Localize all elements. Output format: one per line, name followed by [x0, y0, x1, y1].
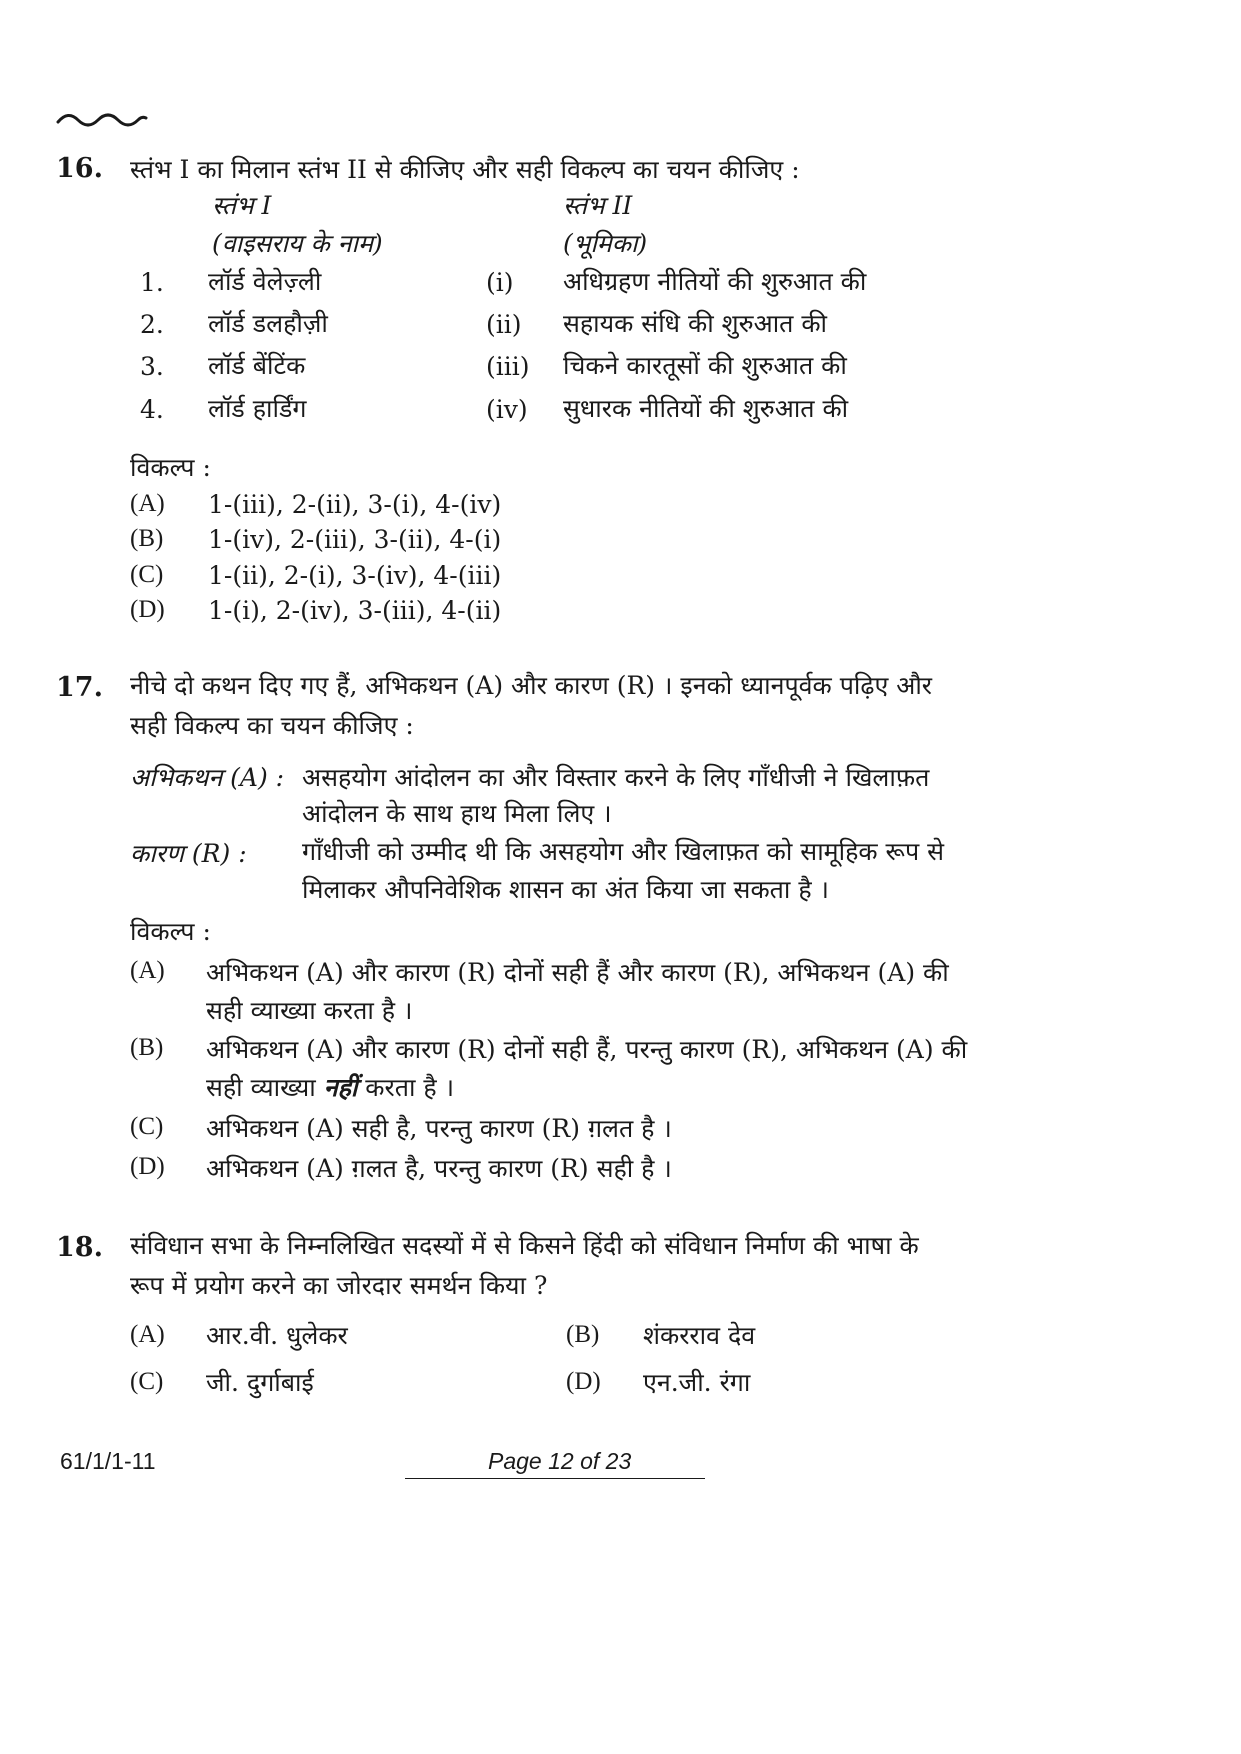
option-text: अभिकथन (A) और कारण (R) दोनों सही हैं, परन्तु कारण (R), अभिकथन (A) की: [206, 1035, 968, 1064]
question-prompt: नीचे दो कथन दिए गए हैं, अभिकथन (A) और कारण (R) । इनको ध्यानपूर्वक पढ़िए और: [130, 671, 933, 700]
row-number: 3.: [140, 352, 164, 381]
assertion-label: अभिकथन (A) :: [130, 763, 285, 792]
role-numeral: (i): [486, 268, 514, 297]
viceroy-name: लॉर्ड बेंटिंक: [208, 351, 306, 380]
option-letter: (A): [130, 957, 165, 984]
column-heading: स्तंभ II: [563, 191, 633, 220]
viceroy-name: लॉर्ड वेलेज़्ली: [208, 267, 322, 296]
role-text: अधिग्रहण नीतियों की शुरुआत की: [563, 267, 867, 296]
option-text: शंकरराव देव: [643, 1321, 756, 1350]
question-prompt: स्तंभ I का मिलान स्तंभ II से कीजिए और सही विकल्प का चयन कीजिए :: [130, 155, 800, 184]
paper-code: 61/1/1-11: [60, 1448, 156, 1474]
viceroy-name: लॉर्ड डलहौज़ी: [208, 309, 328, 338]
option-letter: (B): [566, 1321, 600, 1348]
row-number: 1.: [140, 268, 164, 297]
role-text: चिकने कारतूसों की शुरुआत की: [563, 351, 847, 380]
option-text: जी. दुर्गाबाई: [206, 1368, 314, 1397]
option-text: एन.जी. रंगा: [643, 1368, 751, 1397]
option-text: [206, 1070, 454, 1104]
question-number: 18.: [56, 1232, 103, 1263]
option-text-part: करता है ।: [365, 1073, 455, 1102]
row-number: 2.: [140, 310, 164, 339]
option-letter: (D): [566, 1368, 601, 1395]
column-subheading: (वाइसराय के नाम): [212, 229, 383, 258]
question-prompt: संविधान सभा के निम्नलिखित सदस्यों में से किसने हिंदी को संविधान निर्माण की भाषा के: [130, 1231, 919, 1260]
option-letter: (A): [130, 1321, 165, 1348]
option-text: 1-(ii), 2-(i), 3-(iv), 4-(iii): [208, 561, 502, 590]
question-prompt: रूप में प्रयोग करने का जोरदार समर्थन किया ?: [130, 1271, 548, 1300]
option-text: 1-(i), 2-(iv), 3-(iii), 4-(ii): [208, 596, 502, 625]
role-numeral: (iv): [486, 395, 528, 424]
option-text: अभिकथन (A) और कारण (R) दोनों सही हैं और कारण (R), अभिकथन (A) की: [206, 958, 949, 987]
role-text: सहायक संधि की शुरुआत की: [563, 309, 827, 338]
question-number: 16.: [56, 153, 103, 184]
option-letter: (A): [130, 490, 165, 517]
squiggle-mark: [56, 108, 148, 130]
role-text: सुधारक नीतियों की शुरुआत की: [563, 394, 849, 423]
options-label: विकल्प :: [130, 917, 211, 946]
option-letter: (C): [130, 561, 164, 588]
assertion-text: आंदोलन के साथ हाथ मिला लिए ।: [302, 799, 612, 828]
option-text-emphasis: नहीं: [323, 1073, 358, 1102]
option-letter: (B): [130, 525, 164, 552]
reason-label: कारण (R) :: [130, 839, 247, 868]
option-letter: (D): [130, 1153, 165, 1180]
question-number: 17.: [56, 672, 103, 703]
options-label: विकल्प :: [130, 453, 211, 482]
role-numeral: (ii): [486, 310, 522, 339]
option-letter: (B): [130, 1034, 164, 1061]
reason-text: मिलाकर औपनिवेशिक शासन का अंत किया जा सकता है ।: [302, 875, 830, 904]
option-text: अभिकथन (A) ग़लत है, परन्तु कारण (R) सही है ।: [206, 1154, 672, 1183]
option-letter: (D): [130, 596, 165, 623]
option-text: 1-(iv), 2-(iii), 3-(ii), 4-(i): [208, 525, 502, 554]
role-numeral: (iii): [486, 352, 530, 381]
question-prompt: सही विकल्प का चयन कीजिए :: [130, 711, 414, 740]
option-letter: (C): [130, 1368, 164, 1395]
column-subheading: (भूमिका): [563, 229, 648, 258]
option-letter: (C): [130, 1113, 164, 1140]
option-text: 1-(iii), 2-(ii), 3-(i), 4-(iv): [208, 490, 502, 519]
page-number: Page 12 of 23: [488, 1448, 632, 1474]
viceroy-name: लॉर्ड हार्डिंग: [208, 394, 307, 423]
option-text: आर.वी. धुलेकर: [206, 1321, 348, 1350]
row-number: 4.: [140, 395, 164, 424]
reason-text: गाँधीजी को उम्मीद थी कि असहयोग और खिलाफ़त को सामूहिक रूप से: [302, 837, 944, 866]
column-heading: स्तंभ I: [212, 191, 272, 220]
footer-rule: [405, 1478, 705, 1479]
option-text: अभिकथन (A) सही है, परन्तु कारण (R) ग़लत है ।: [206, 1114, 672, 1143]
assertion-text: असहयोग आंदोलन का और विस्तार करने के लिए गाँधीजी ने खिलाफ़त: [302, 763, 930, 792]
option-text-part: सही व्याख्या: [206, 1073, 316, 1102]
option-text: सही व्याख्या करता है ।: [206, 996, 413, 1025]
